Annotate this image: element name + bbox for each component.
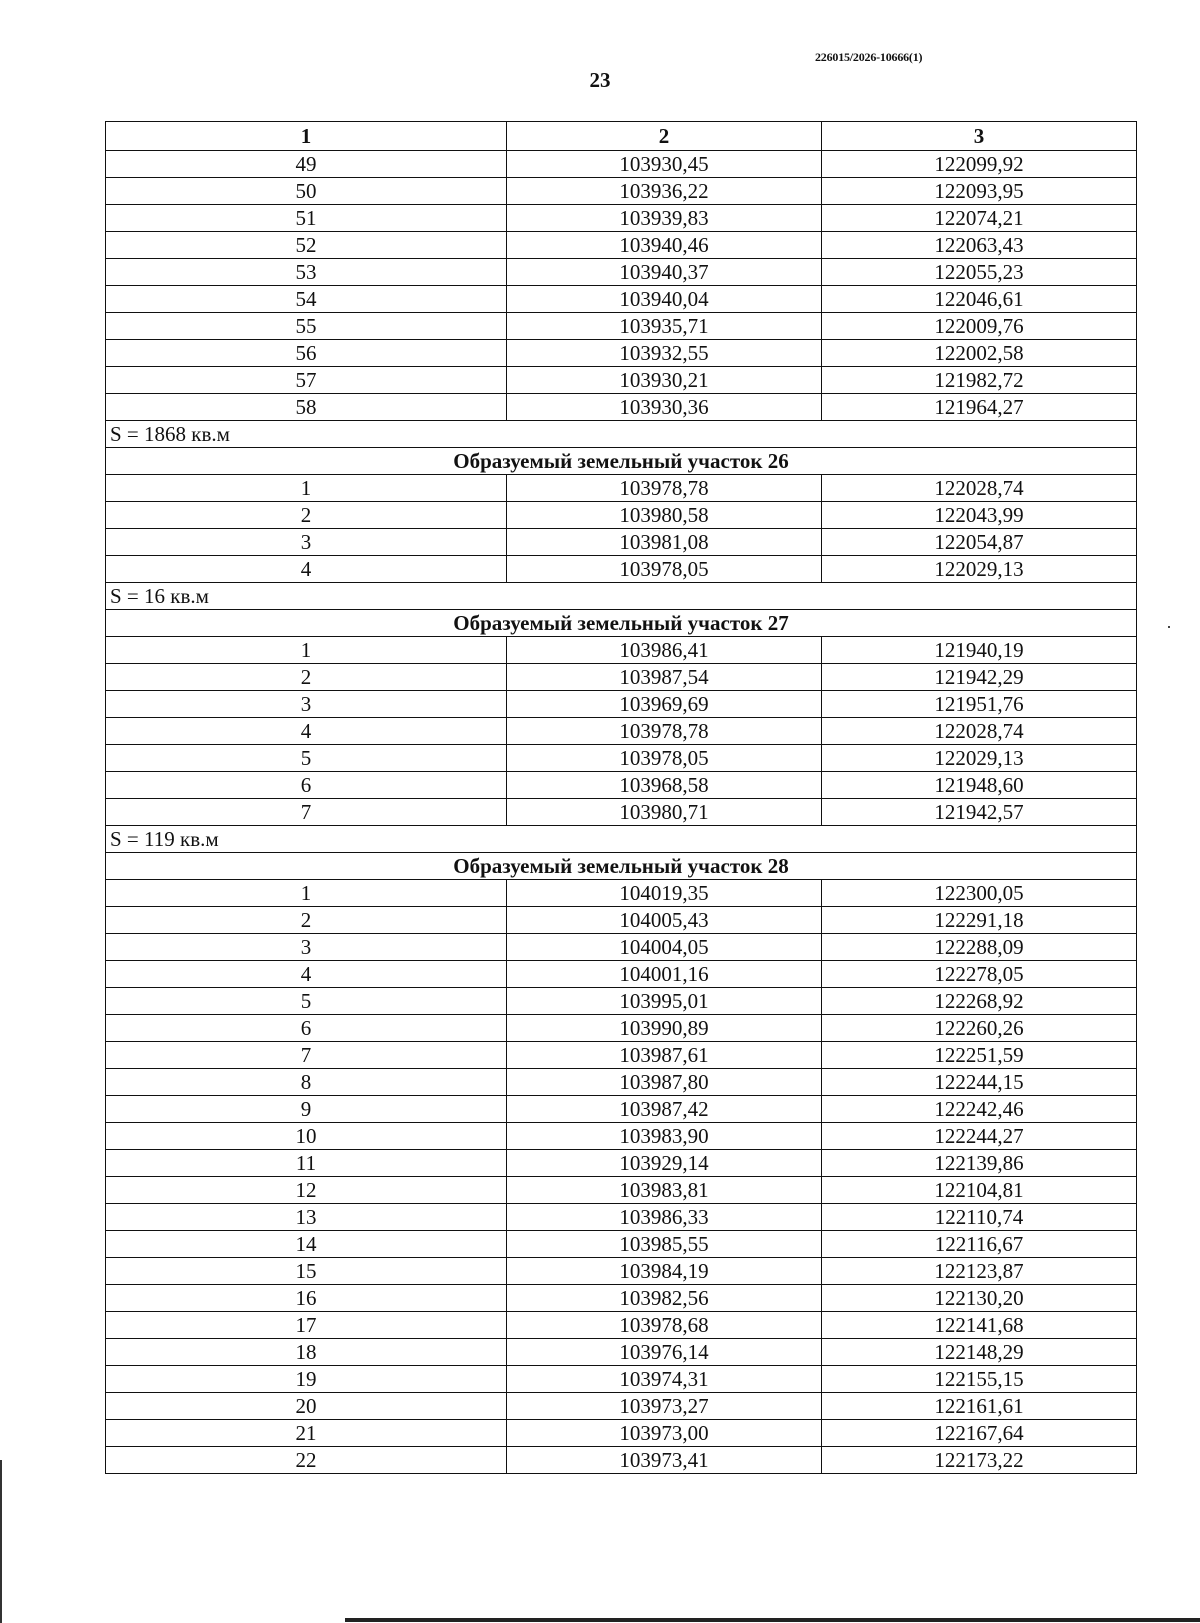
- point-number-cell: 1: [106, 880, 507, 907]
- y-coordinate-cell: 122130,20: [822, 1285, 1137, 1312]
- point-number-cell: 17: [106, 1312, 507, 1339]
- y-coordinate-cell: 121948,60: [822, 772, 1137, 799]
- point-number-cell: 2: [106, 502, 507, 529]
- point-number-cell: 21: [106, 1420, 507, 1447]
- point-number-cell: 1: [106, 637, 507, 664]
- scan-edge-line: [0, 1460, 2, 1623]
- x-coordinate-cell: 103982,56: [507, 1285, 822, 1312]
- table-row: [106, 718, 1137, 745]
- y-coordinate-cell: 122054,87: [822, 529, 1137, 556]
- x-coordinate-cell: 103968,58: [507, 772, 822, 799]
- x-coordinate-cell: 103969,69: [507, 691, 822, 718]
- y-coordinate-cell: 122251,59: [822, 1042, 1137, 1069]
- point-number-cell: 56: [106, 340, 507, 367]
- table-row: [106, 1069, 1137, 1096]
- table-row: [106, 205, 1137, 232]
- point-number-cell: 13: [106, 1204, 507, 1231]
- point-number-cell: 4: [106, 718, 507, 745]
- section-title: Образуемый земельный участок 26: [106, 448, 1137, 475]
- point-number-cell: 20: [106, 1393, 507, 1420]
- x-coordinate-cell: 103930,45: [507, 151, 822, 178]
- y-coordinate-cell: 121940,19: [822, 637, 1137, 664]
- y-coordinate-cell: 122148,29: [822, 1339, 1137, 1366]
- area-row: [106, 826, 1137, 853]
- x-coordinate-cell: 103983,81: [507, 1177, 822, 1204]
- y-coordinate-cell: 122074,21: [822, 205, 1137, 232]
- y-coordinate-cell: 122167,64: [822, 1420, 1137, 1447]
- y-coordinate-cell: 122173,22: [822, 1447, 1137, 1474]
- x-coordinate-cell: 103980,71: [507, 799, 822, 826]
- x-coordinate-cell: 103939,83: [507, 205, 822, 232]
- section-title-row: [106, 853, 1137, 880]
- x-coordinate-cell: 104004,05: [507, 934, 822, 961]
- x-coordinate-cell: 103986,33: [507, 1204, 822, 1231]
- table-row: [106, 961, 1137, 988]
- scan-bottom-line: [345, 1618, 1200, 1622]
- y-coordinate-cell: 122104,81: [822, 1177, 1137, 1204]
- y-coordinate-cell: 122063,43: [822, 232, 1137, 259]
- column-header-3: 3: [822, 122, 1137, 151]
- point-number-cell: 57: [106, 367, 507, 394]
- table-row: [106, 286, 1137, 313]
- point-number-cell: 3: [106, 529, 507, 556]
- point-number-cell: 5: [106, 988, 507, 1015]
- area-value: S = 119 кв.м: [106, 826, 1137, 853]
- y-coordinate-cell: 122291,18: [822, 907, 1137, 934]
- table-row: [106, 637, 1137, 664]
- table-row: [106, 1393, 1137, 1420]
- table-row: [106, 1015, 1137, 1042]
- table-header-row: [106, 122, 1137, 151]
- x-coordinate-cell: 103940,37: [507, 259, 822, 286]
- table-row: [106, 772, 1137, 799]
- section-title: Образуемый земельный участок 28: [106, 853, 1137, 880]
- coordinates-table: [105, 121, 1137, 1474]
- table-row: [106, 1042, 1137, 1069]
- table-row: [106, 502, 1137, 529]
- x-coordinate-cell: 103978,05: [507, 556, 822, 583]
- y-coordinate-cell: 122300,05: [822, 880, 1137, 907]
- point-number-cell: 18: [106, 1339, 507, 1366]
- table-row: [106, 1096, 1137, 1123]
- point-number-cell: 9: [106, 1096, 507, 1123]
- column-header-2: 2: [507, 122, 822, 151]
- x-coordinate-cell: 103973,27: [507, 1393, 822, 1420]
- table-row: [106, 745, 1137, 772]
- x-coordinate-cell: 104001,16: [507, 961, 822, 988]
- x-coordinate-cell: 103935,71: [507, 313, 822, 340]
- point-number-cell: 6: [106, 1015, 507, 1042]
- x-coordinate-cell: 103978,78: [507, 475, 822, 502]
- point-number-cell: 2: [106, 907, 507, 934]
- x-coordinate-cell: 103987,54: [507, 664, 822, 691]
- y-coordinate-cell: 122260,26: [822, 1015, 1137, 1042]
- table-row: [106, 529, 1137, 556]
- table-row: [106, 178, 1137, 205]
- point-number-cell: 16: [106, 1285, 507, 1312]
- point-number-cell: 3: [106, 934, 507, 961]
- x-coordinate-cell: 103987,80: [507, 1069, 822, 1096]
- table-row: [106, 394, 1137, 421]
- x-coordinate-cell: 103978,68: [507, 1312, 822, 1339]
- table-row: [106, 313, 1137, 340]
- x-coordinate-cell: 103984,19: [507, 1258, 822, 1285]
- y-coordinate-cell: 122029,13: [822, 556, 1137, 583]
- point-number-cell: 10: [106, 1123, 507, 1150]
- point-number-cell: 6: [106, 772, 507, 799]
- table-row: [106, 1123, 1137, 1150]
- y-coordinate-cell: 122123,87: [822, 1258, 1137, 1285]
- x-coordinate-cell: 103973,00: [507, 1420, 822, 1447]
- x-coordinate-cell: 103976,14: [507, 1339, 822, 1366]
- x-coordinate-cell: 103936,22: [507, 178, 822, 205]
- x-coordinate-cell: 103974,31: [507, 1366, 822, 1393]
- y-coordinate-cell: 122093,95: [822, 178, 1137, 205]
- y-coordinate-cell: 122099,92: [822, 151, 1137, 178]
- table-row: [106, 1177, 1137, 1204]
- table-row: [106, 1285, 1137, 1312]
- x-coordinate-cell: 103940,46: [507, 232, 822, 259]
- y-coordinate-cell: 121942,57: [822, 799, 1137, 826]
- table-row: [106, 340, 1137, 367]
- section-title-row: [106, 610, 1137, 637]
- x-coordinate-cell: 103930,36: [507, 394, 822, 421]
- y-coordinate-cell: 122043,99: [822, 502, 1137, 529]
- x-coordinate-cell: 103987,61: [507, 1042, 822, 1069]
- point-number-cell: 2: [106, 664, 507, 691]
- point-number-cell: 51: [106, 205, 507, 232]
- y-coordinate-cell: 122028,74: [822, 475, 1137, 502]
- y-coordinate-cell: 122155,15: [822, 1366, 1137, 1393]
- table-row: [106, 1204, 1137, 1231]
- point-number-cell: 49: [106, 151, 507, 178]
- x-coordinate-cell: 104005,43: [507, 907, 822, 934]
- table-row: [106, 988, 1137, 1015]
- table-row: [106, 1231, 1137, 1258]
- y-coordinate-cell: 121942,29: [822, 664, 1137, 691]
- table-row: [106, 934, 1137, 961]
- point-number-cell: 7: [106, 799, 507, 826]
- x-coordinate-cell: 104019,35: [507, 880, 822, 907]
- x-coordinate-cell: 103987,42: [507, 1096, 822, 1123]
- y-coordinate-cell: 122116,67: [822, 1231, 1137, 1258]
- y-coordinate-cell: 122268,92: [822, 988, 1137, 1015]
- x-coordinate-cell: 103978,05: [507, 745, 822, 772]
- y-coordinate-cell: 122110,74: [822, 1204, 1137, 1231]
- x-coordinate-cell: 103940,04: [507, 286, 822, 313]
- point-number-cell: 55: [106, 313, 507, 340]
- table-row: [106, 907, 1137, 934]
- area-value: S = 16 кв.м: [106, 583, 1137, 610]
- table-row: [106, 691, 1137, 718]
- point-number-cell: 53: [106, 259, 507, 286]
- section-title: Образуемый земельный участок 27: [106, 610, 1137, 637]
- table-row: [106, 556, 1137, 583]
- area-row: [106, 421, 1137, 448]
- point-number-cell: 7: [106, 1042, 507, 1069]
- x-coordinate-cell: 103978,78: [507, 718, 822, 745]
- y-coordinate-cell: 122055,23: [822, 259, 1137, 286]
- document-number: 226015/2026-10666(1): [815, 50, 923, 64]
- point-number-cell: 3: [106, 691, 507, 718]
- point-number-cell: 50: [106, 178, 507, 205]
- point-number-cell: 19: [106, 1366, 507, 1393]
- point-number-cell: 12: [106, 1177, 507, 1204]
- table-row: [106, 880, 1137, 907]
- area-row: [106, 583, 1137, 610]
- point-number-cell: 22: [106, 1447, 507, 1474]
- x-coordinate-cell: 103990,89: [507, 1015, 822, 1042]
- y-coordinate-cell: 122029,13: [822, 745, 1137, 772]
- point-number-cell: 52: [106, 232, 507, 259]
- column-header-1: 1: [106, 122, 507, 151]
- point-number-cell: 15: [106, 1258, 507, 1285]
- y-coordinate-cell: 122002,58: [822, 340, 1137, 367]
- table-row: [106, 475, 1137, 502]
- x-coordinate-cell: 103929,14: [507, 1150, 822, 1177]
- point-number-cell: 11: [106, 1150, 507, 1177]
- y-coordinate-cell: 122141,68: [822, 1312, 1137, 1339]
- table-row: [106, 1339, 1137, 1366]
- table-row: [106, 1312, 1137, 1339]
- x-coordinate-cell: 103981,08: [507, 529, 822, 556]
- table-row: [106, 151, 1137, 178]
- table-row: [106, 664, 1137, 691]
- area-value: S = 1868 кв.м: [106, 421, 1137, 448]
- x-coordinate-cell: 103932,55: [507, 340, 822, 367]
- x-coordinate-cell: 103995,01: [507, 988, 822, 1015]
- y-coordinate-cell: 122009,76: [822, 313, 1137, 340]
- table-row: [106, 259, 1137, 286]
- x-coordinate-cell: 103973,41: [507, 1447, 822, 1474]
- x-coordinate-cell: 103985,55: [507, 1231, 822, 1258]
- point-number-cell: 4: [106, 961, 507, 988]
- point-number-cell: 5: [106, 745, 507, 772]
- y-coordinate-cell: 122278,05: [822, 961, 1137, 988]
- point-number-cell: 54: [106, 286, 507, 313]
- table-row: [106, 1420, 1137, 1447]
- page-number: 23: [589, 68, 611, 92]
- section-title-row: [106, 448, 1137, 475]
- x-coordinate-cell: 103980,58: [507, 502, 822, 529]
- y-coordinate-cell: 122028,74: [822, 718, 1137, 745]
- table-row: [106, 1447, 1137, 1474]
- point-number-cell: 4: [106, 556, 507, 583]
- scan-speck: [1168, 626, 1170, 628]
- x-coordinate-cell: 103930,21: [507, 367, 822, 394]
- point-number-cell: 1: [106, 475, 507, 502]
- y-coordinate-cell: 121982,72: [822, 367, 1137, 394]
- table-row: [106, 1258, 1137, 1285]
- table-row: [106, 367, 1137, 394]
- y-coordinate-cell: 122244,27: [822, 1123, 1137, 1150]
- point-number-cell: 58: [106, 394, 507, 421]
- x-coordinate-cell: 103986,41: [507, 637, 822, 664]
- y-coordinate-cell: 121951,76: [822, 691, 1137, 718]
- table-row: [106, 232, 1137, 259]
- point-number-cell: 8: [106, 1069, 507, 1096]
- table-row: [106, 799, 1137, 826]
- point-number-cell: 14: [106, 1231, 507, 1258]
- x-coordinate-cell: 103983,90: [507, 1123, 822, 1150]
- table-row: [106, 1150, 1137, 1177]
- y-coordinate-cell: 122288,09: [822, 934, 1137, 961]
- y-coordinate-cell: 122046,61: [822, 286, 1137, 313]
- y-coordinate-cell: 122244,15: [822, 1069, 1137, 1096]
- y-coordinate-cell: 122242,46: [822, 1096, 1137, 1123]
- table-row: [106, 1366, 1137, 1393]
- y-coordinate-cell: 122139,86: [822, 1150, 1137, 1177]
- y-coordinate-cell: 121964,27: [822, 394, 1137, 421]
- y-coordinate-cell: 122161,61: [822, 1393, 1137, 1420]
